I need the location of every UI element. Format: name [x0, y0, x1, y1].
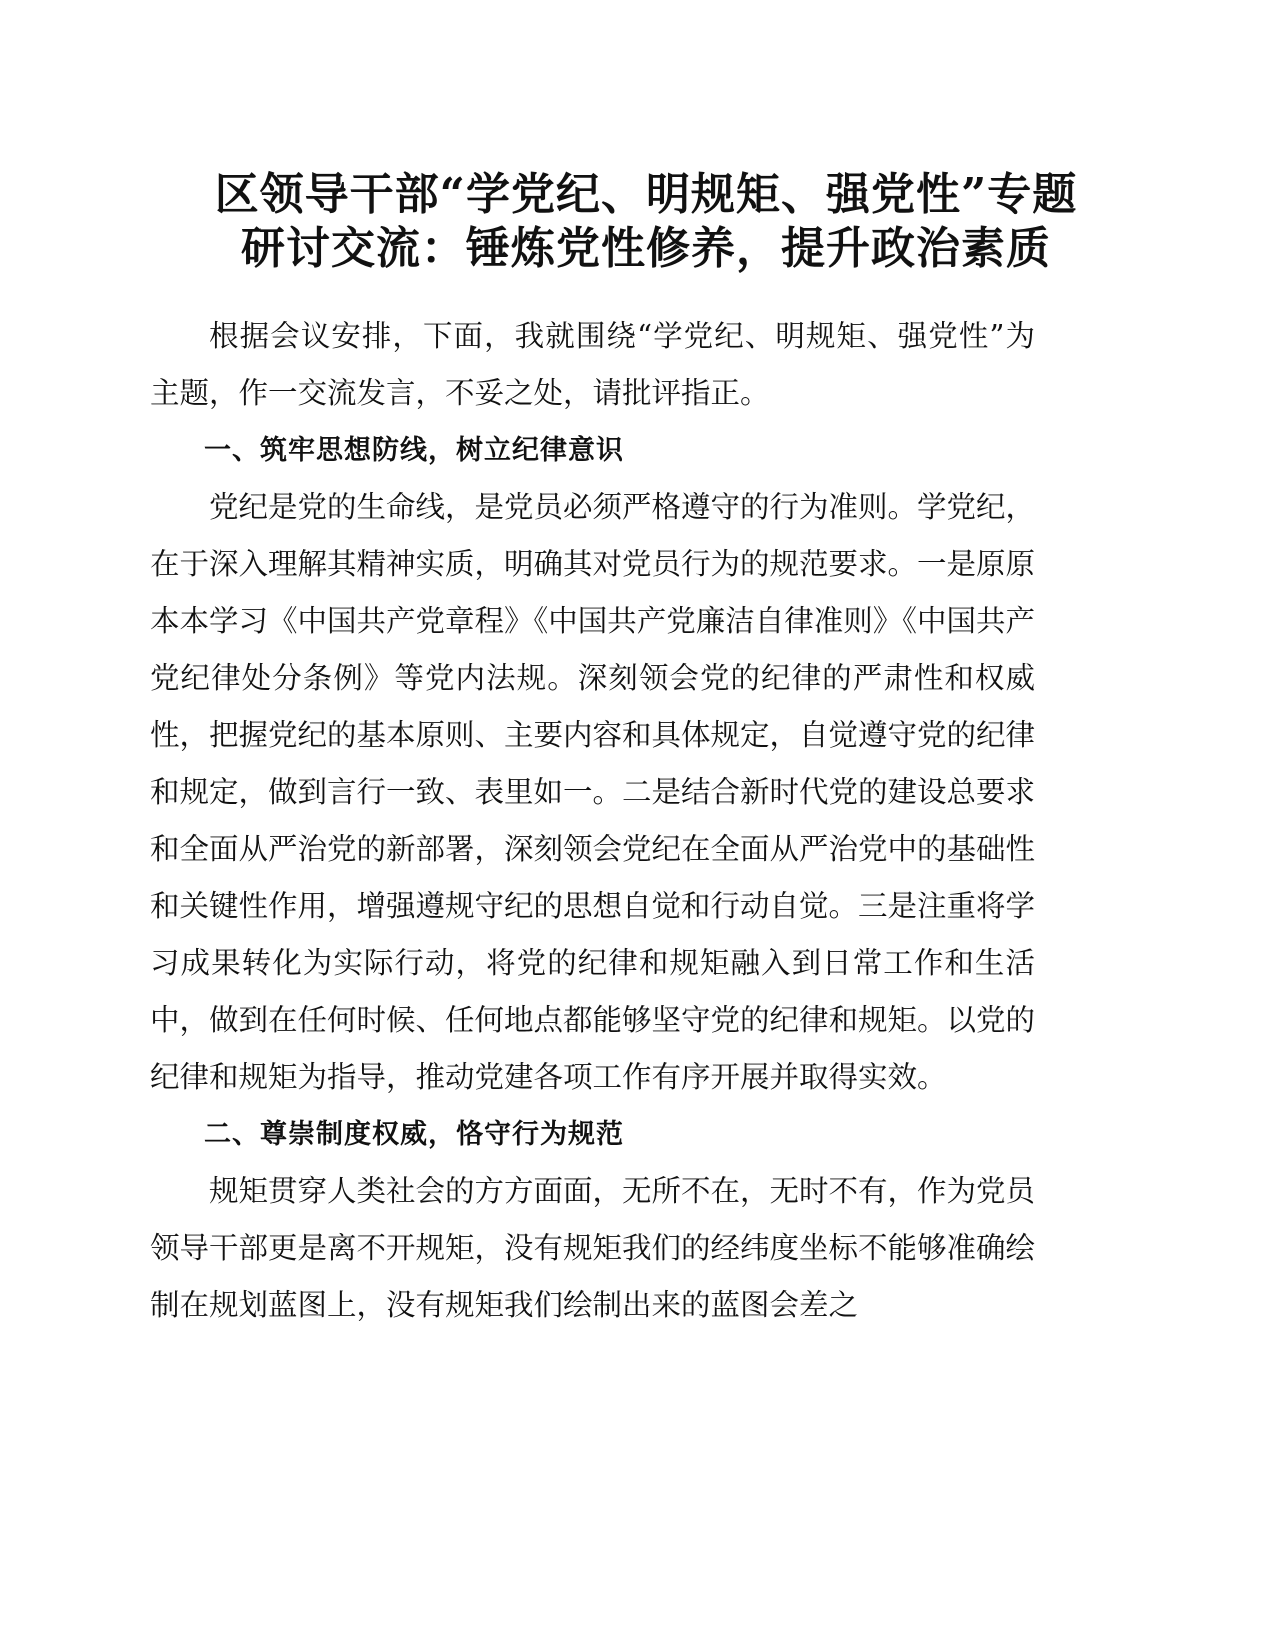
section-1-heading: 一、筑牢思想防线，树立纪律意识	[204, 435, 624, 466]
document-body	[150, 308, 1035, 1334]
section-1-paragraph: 党纪是党的生命线，是党员必须严格遵守的行为准则。学党纪，在于深入理解其精神实质，明确其对党员行为的规范要求。一是原原本本学习《中国共产党章程》《中国共产党廉洁自律准则》《中国共产党纪律处分条例》等党内法规。深刻领会党的纪律的严肃性和权威性，把握党纪的基本原则、主要内容和具体规定，自觉遵守党的纪律和规定，做到言行一致、表里如一。二是结合新时代党的建设总要求和全面从严治党的新部署，深刻领会党纪在全面从严治党中的基础性和关键性作用，增强遵规守纪的思想自觉和行动自觉。三是注重将学习成果转化为实际行动，将党的纪律和规矩融入到日常工作和生活中，做到在任何时候、任何地点都能够坚守党的纪律和规矩。以党的纪律和规矩为指导，推动党建各项工作有序开展并取得实效。	[150, 490, 1036, 1094]
title-line-2: 研讨交流：锤炼党性修养，提升政治素质	[241, 223, 1051, 274]
document-page	[150, 168, 1275, 1334]
title-line-1: 区领导干部“学党纪、明规矩、强党性”专题	[214, 169, 1078, 220]
section-2-heading: 二、尊崇制度权威，恪守行为规范	[204, 1119, 624, 1150]
intro-paragraph: 根据会议安排，下面，我就围绕“学党纪、明规矩、强党性”为主题，作一交流发言，不妥之处，请批评指正。	[150, 319, 1035, 410]
document-title	[130, 168, 1162, 276]
section-2-paragraph: 规矩贯穿人类社会的方方面面，无所不在，无时不有，作为党员领导干部更是离不开规矩，没有规矩我们的经纬度坐标不能够准确绘制在规划蓝图上，没有规矩我们绘制出来的蓝图会差之	[150, 1174, 1036, 1322]
